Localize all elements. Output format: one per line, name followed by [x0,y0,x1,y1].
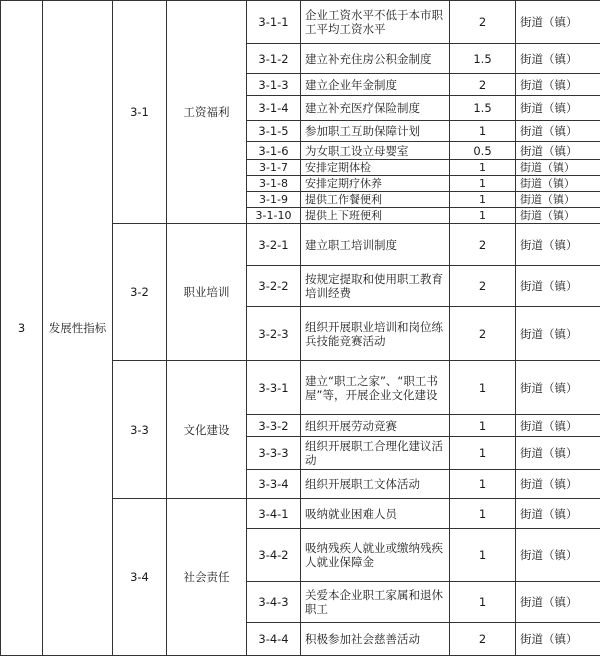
group-name: 文化建设 [167,361,247,499]
item-score: 2 [450,266,516,307]
item-code: 3-4-2 [247,529,301,582]
item-level: 街道（镇） [516,437,600,470]
item-level: 街道（镇） [516,582,600,623]
item-text: 提供上下班便利 [301,208,450,224]
group-code: 3-3 [113,361,167,499]
item-text: 吸纳就业困难人员 [301,499,450,529]
item-level: 街道（镇） [516,44,600,74]
item-score: 1 [450,160,516,176]
item-code: 3-1-9 [247,192,301,208]
item-text: 企业工资水平不低于本市职工平均工资水平 [301,1,450,44]
item-score: 1 [450,437,516,470]
item-code: 3-2-2 [247,266,301,307]
item-text: 积极参加社会慈善活动 [301,623,450,656]
item-score: 1 [450,121,516,142]
item-text: 提供工作餐便利 [301,192,450,208]
item-level: 街道（镇） [516,96,600,121]
item-level: 街道（镇） [516,266,600,307]
item-score: 1 [450,361,516,415]
item-score: 2 [450,74,516,96]
item-text: 建立职工培训制度 [301,224,450,266]
item-level: 街道（镇） [516,208,600,224]
item-code: 3-3-3 [247,437,301,470]
item-text: 关爱本企业职工家属和退休职工 [301,582,450,623]
item-code: 3-1-6 [247,142,301,160]
item-text: 安排定期体检 [301,160,450,176]
item-text: 组织开展职工文体活动 [301,470,450,499]
item-score: 1 [450,176,516,192]
item-level: 街道（镇） [516,74,600,96]
item-code: 3-3-4 [247,470,301,499]
item-score: 1 [450,582,516,623]
item-code: 3-1-5 [247,121,301,142]
group-name: 工资福利 [167,1,247,224]
item-text: 安排定期疗休养 [301,176,450,192]
item-text: 建立企业年金制度 [301,74,450,96]
item-text: 建立补充住房公积金制度 [301,44,450,74]
item-text: 组织开展职工合理化建议活动 [301,437,450,470]
category-number: 3 [1,1,43,656]
item-text: 吸纳残疾人就业或缴纳残疾人就业保障金 [301,529,450,582]
group-code: 3-2 [113,224,167,361]
item-score: 1.5 [450,96,516,121]
item-code: 3-1-1 [247,1,301,44]
item-text: 组织开展劳动竞赛 [301,415,450,437]
item-text: 组织开展职业培训和岗位练兵技能竞赛活动 [301,307,450,361]
item-text: 建立“职工之家”、“职工书屋”等，开展企业文化建设 [301,361,450,415]
item-score: 2 [450,307,516,361]
item-level: 街道（镇） [516,623,600,656]
item-score: 1 [450,529,516,582]
item-code: 3-1-10 [247,208,301,224]
item-code: 3-1-3 [247,74,301,96]
item-score: 1.5 [450,44,516,74]
category-name: 发展性指标 [43,1,113,656]
item-level: 街道（镇） [516,470,600,499]
item-code: 3-1-8 [247,176,301,192]
item-code: 3-1-7 [247,160,301,176]
item-text: 建立补充医疗保险制度 [301,96,450,121]
item-score: 1 [450,499,516,529]
item-level: 街道（镇） [516,499,600,529]
item-level: 街道（镇） [516,361,600,415]
item-code: 3-3-1 [247,361,301,415]
item-text: 参加职工互助保障计划 [301,121,450,142]
item-code: 3-2-3 [247,307,301,361]
item-score: 2 [450,1,516,44]
item-code: 3-1-4 [247,96,301,121]
item-code: 3-2-1 [247,224,301,266]
item-level: 街道（镇） [516,1,600,44]
item-code: 3-1-2 [247,44,301,74]
group-code: 3-4 [113,499,167,656]
item-score: 1 [450,192,516,208]
item-score: 0.5 [450,142,516,160]
item-score: 1 [450,415,516,437]
item-code: 3-3-2 [247,415,301,437]
item-level: 街道（镇） [516,415,600,437]
item-level: 街道（镇） [516,307,600,361]
item-score: 1 [450,208,516,224]
item-level: 街道（镇） [516,224,600,266]
group-code: 3-1 [113,1,167,224]
item-level: 街道（镇） [516,121,600,142]
group-name: 社会责任 [167,499,247,656]
item-code: 3-4-4 [247,623,301,656]
item-level: 街道（镇） [516,142,600,160]
item-code: 3-4-1 [247,499,301,529]
item-level: 街道（镇） [516,192,600,208]
item-level: 街道（镇） [516,176,600,192]
item-text: 为女职工设立母婴室 [301,142,450,160]
item-level: 街道（镇） [516,160,600,176]
group-name: 职业培训 [167,224,247,361]
item-score: 2 [450,623,516,656]
item-score: 1 [450,470,516,499]
item-level: 街道（镇） [516,529,600,582]
item-text: 按规定提取和使用职工教育培训经费 [301,266,450,307]
item-code: 3-4-3 [247,582,301,623]
item-score: 2 [450,224,516,266]
